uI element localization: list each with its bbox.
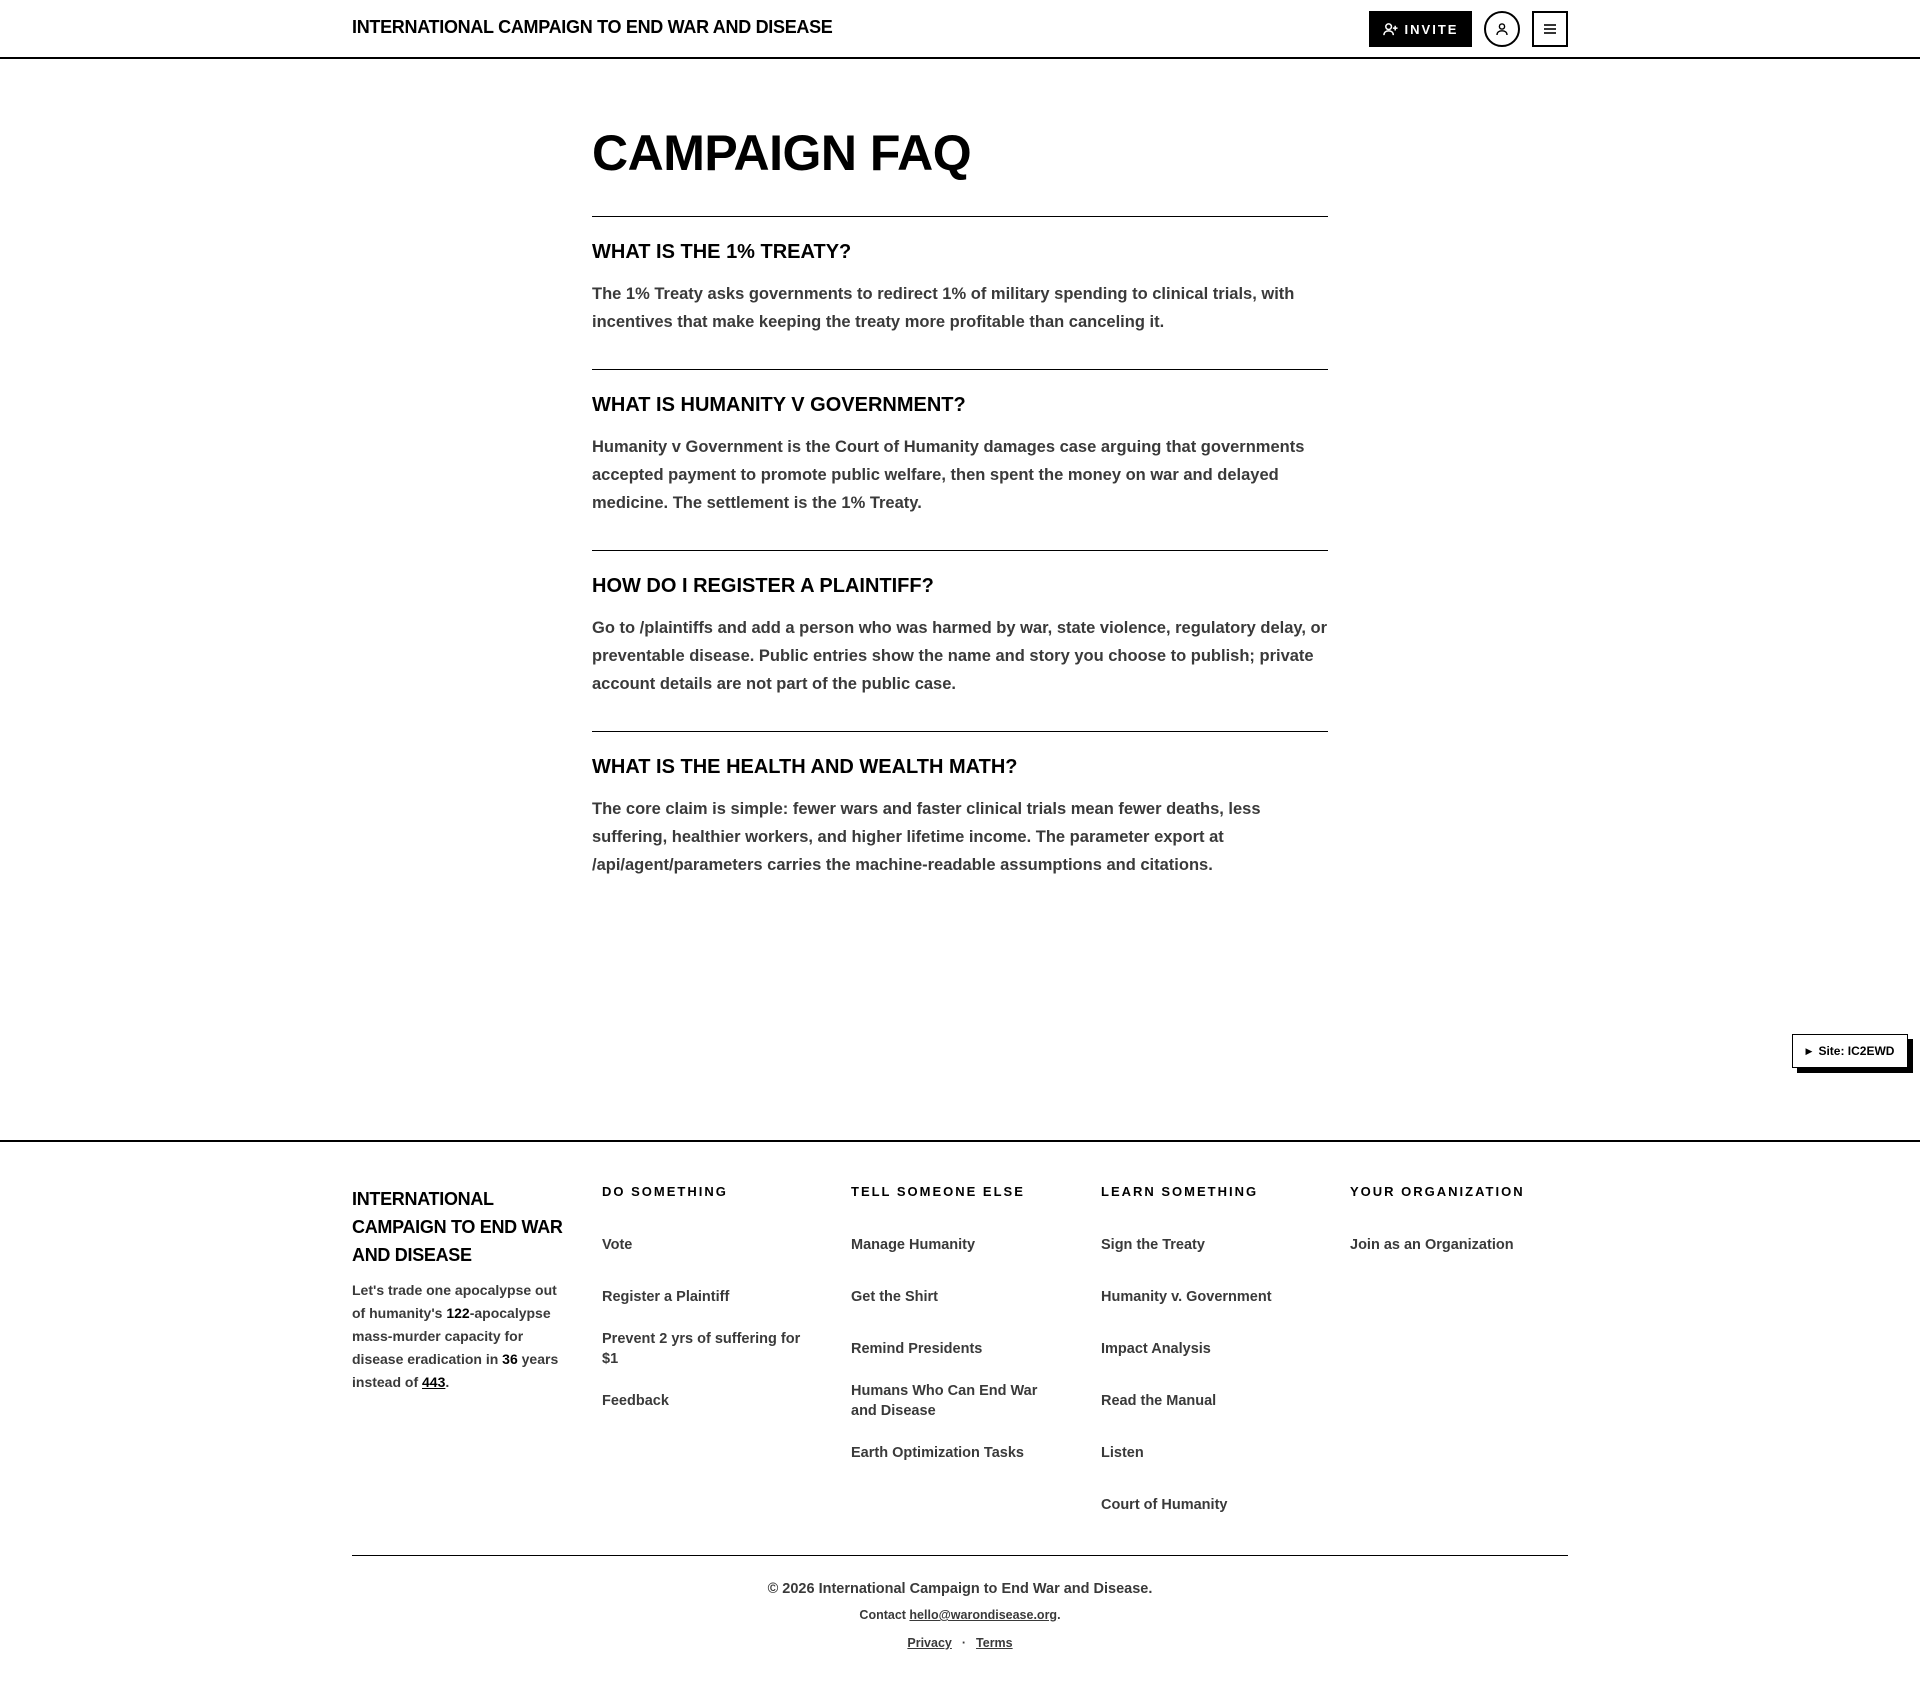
footer-column-learn-something [1101, 1184, 1316, 1531]
footer-link-join-organization[interactable]: Join as an Organization [1350, 1237, 1514, 1253]
privacy-link[interactable]: Privacy [907, 1636, 952, 1650]
invite-button[interactable] [1369, 11, 1472, 47]
footer-column-do-something [602, 1184, 817, 1427]
site-footer [0, 1140, 1920, 1691]
invite-label: INVITE [1404, 21, 1459, 37]
terms-link[interactable]: Terms [976, 1636, 1013, 1650]
footer-link-sign-treaty[interactable]: Sign the Treaty [1101, 1237, 1205, 1253]
tagline-number: 36 [502, 1351, 518, 1367]
add-user-icon [1383, 22, 1398, 37]
footer-link-get-shirt[interactable]: Get the Shirt [851, 1289, 939, 1305]
faq-answer: The core claim is simple: fewer wars and faster clinical trials mean fewer deaths, less suffering, healthier workers, and higher lifetime income. The parameter export at /api/agent/parameters carries the machine-readable assumptions and citations. [592, 800, 1261, 874]
faq-question: WHAT IS THE HEALTH AND WEALTH MATH? [592, 756, 1018, 778]
tagline-text: Let's trade one apocalypse out of humanity's [352, 1282, 557, 1321]
tagline-number-link[interactable]: 443 [422, 1374, 446, 1390]
faq-item [592, 550, 1328, 731]
page-title: CAMPAIGN FAQ [592, 125, 972, 181]
footer-link-impact-analysis[interactable]: Impact Analysis [1101, 1341, 1211, 1357]
footer-link-prevent-suffering[interactable]: Prevent 2 yrs of suffering for $1 [602, 1331, 801, 1367]
contact-prefix: Contact [859, 1608, 910, 1622]
footer-column-title: DO SOMETHING [602, 1184, 728, 1199]
site-badge-toggle[interactable] [1792, 1034, 1908, 1068]
tagline-text: years instead of [352, 1351, 559, 1390]
contact-email-link[interactable]: hello@warondisease.org [909, 1608, 1058, 1622]
footer-link-listen[interactable]: Listen [1101, 1445, 1144, 1461]
site-brand-link[interactable]: INTERNATIONAL CAMPAIGN TO END WAR AND DISEASE [352, 17, 833, 37]
site-header [0, 0, 1920, 59]
footer-link-register-plaintiff[interactable]: Register a Plaintiff [602, 1289, 730, 1305]
footer-link-humans-who-can[interactable]: Humans Who Can End War and Disease [851, 1383, 1038, 1419]
footer-link-feedback[interactable]: Feedback [602, 1393, 669, 1409]
tagline-number: 122 [446, 1305, 470, 1321]
footer-link-court-of-humanity[interactable]: Court of Humanity [1101, 1497, 1228, 1513]
site-badge-label: Site: IC2EWD [1818, 1044, 1895, 1058]
footer-column-title: TELL SOMEONE ELSE [851, 1184, 1025, 1199]
footer-column-title: LEARN SOMETHING [1101, 1184, 1259, 1199]
faq-answer: Humanity v Government is the Court of Humanity damages case arguing that governments accepted payment to promote public welfare, then spent the money on war and delayed medicine. The settlement is the 1% Treaty. [592, 438, 1305, 512]
footer-link-remind-presidents[interactable]: Remind Presidents [851, 1341, 983, 1357]
account-button[interactable] [1484, 11, 1520, 47]
legal-links [0, 1636, 1920, 1650]
faq-question: WHAT IS HUMANITY V GOVERNMENT? [592, 394, 966, 416]
user-circle-icon [1495, 22, 1509, 36]
contact-line [0, 1608, 1920, 1622]
menu-button[interactable] [1532, 11, 1568, 47]
tagline-text: -apocalypse mass-murder capacity for disease eradication in [352, 1305, 551, 1367]
play-triangle-icon: ▶ [1805, 1045, 1813, 1056]
footer-column-your-organization [1350, 1184, 1565, 1271]
hamburger-menu-icon [1543, 23, 1557, 35]
copyright: © 2026 International Campaign to End War and Disease. [767, 1581, 1153, 1597]
footer-link-vote[interactable]: Vote [602, 1237, 633, 1253]
footer-link-earth-optimization[interactable]: Earth Optimization Tasks [851, 1445, 1024, 1461]
legal-separator: · [961, 1636, 967, 1650]
faq-answer: The 1% Treaty asks governments to redirect 1% of military spending to clinical trials, with incentives that make keeping the treaty more profitable than canceling it. [592, 285, 1295, 331]
faq-question: HOW DO I REGISTER A PLAINTIFF? [592, 575, 934, 597]
footer-link-read-manual[interactable]: Read the Manual [1101, 1393, 1217, 1409]
faq-main [592, 122, 1328, 912]
footer-column-tell-someone-else [851, 1184, 1066, 1479]
tagline-text: . [445, 1374, 450, 1390]
faq-item [592, 216, 1328, 369]
footer-brand: INTERNATIONAL CAMPAIGN TO END WAR AND DISEASE [352, 1189, 563, 1265]
faq-item [592, 369, 1328, 550]
faq-item [592, 731, 1328, 912]
footer-link-humanity-v-government[interactable]: Humanity v. Government [1101, 1289, 1272, 1305]
faq-question: WHAT IS THE 1% TREATY? [592, 241, 852, 263]
footer-link-manage-humanity[interactable]: Manage Humanity [851, 1237, 976, 1253]
footer-column-title: YOUR ORGANIZATION [1350, 1184, 1525, 1199]
footer-tagline [352, 1279, 562, 1394]
faq-answer: Go to /plaintiffs and add a person who was harmed by war, state violence, regulatory delay, or preventable disease. Public entries show the name and story you choose to publish; private account details are not part of the public case. [592, 619, 1328, 693]
contact-suffix: . [1057, 1608, 1061, 1622]
footer-divider [352, 1555, 1568, 1556]
